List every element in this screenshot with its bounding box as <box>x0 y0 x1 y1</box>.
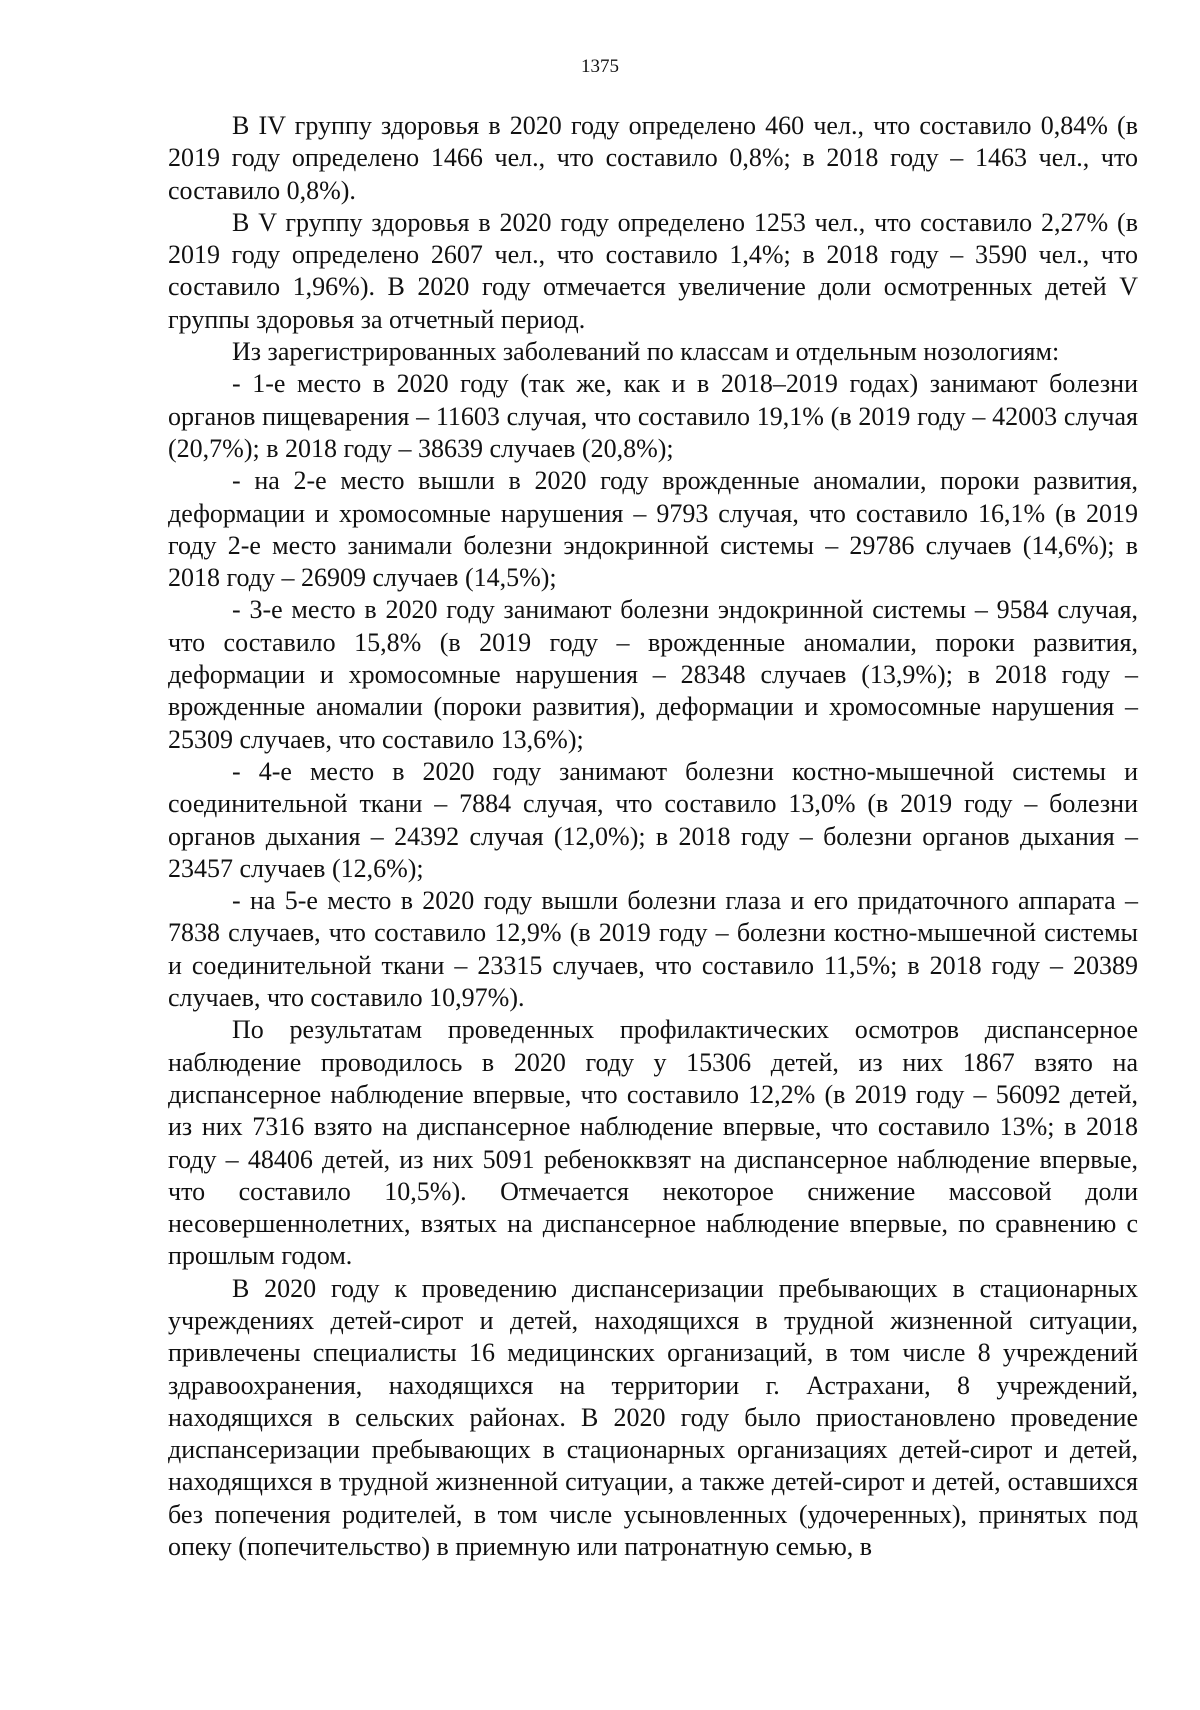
paragraph-orphan-dispensarization: В 2020 году к проведению диспансеризации пребывающих в стационарных учреждениях детей-сирот и детей, находящихся в трудной жизненной ситуации, привлечены специалисты 16 медицинских организаций, в том числе 8 учреждений здравоохранения, находящихся на территории г. Астрахани, 8 учреждений, находящихся в сельских районах. В 2020 году было приостановлено проведение диспансеризации пребывающих в стационарных организациях детей-сирот и детей, находящихся в трудной жизненной ситуации, а также детей-сирот и детей, оставшихся без попечения родителей, в том числе усыновленных (удочеренных), принятых под опеку (попечительство) в приемную или патронатную семью, в <box>168 1273 1138 1562</box>
list-item-rank-4: - 4-е место в 2020 году занимают болезни костно-мышечной системы и соединительной ткани – 7884 случая, что составило 13,0% (в 2019 году – болезни органов дыхания – 24392 случая (12,0%); в 2018 году – болезни органов дыхания – 23457 случаев (12,6%); <box>168 756 1138 883</box>
paragraph-health-group-5: В V группу здоровья в 2020 году определено 1253 чел., что составило 2,27% (в 2019 году определено 2607 чел., что составило 1,4%; в 2018 году – 3590 чел., что составило 1,96%). В 2020 году отмечается увеличение доли осмотренных детей V группы здоровья за отчетный период. <box>168 207 1138 334</box>
body-text <box>168 110 1138 1563</box>
list-item-rank-2: - на 2-е место вышли в 2020 году врожденные аномалии, пороки развития, деформации и хромосомные нарушения – 9793 случая, что составило 16,1% (в 2019 году 2-е место занимали болезни эндокринной системы – 29786 случаев (14,6%); в 2018 году – 26909 случаев (14,5%); <box>168 466 1138 593</box>
list-item-rank-3: - 3-е место в 2020 году занимают болезни эндокринной системы – 9584 случая, что составило 15,8% (в 2019 году – врожденные аномалии, пороки развития, деформации и хромосомные нарушения – 28348 случаев (13,9%); в 2018 году – врожденные аномалии (пороки развития), деформации и хромосомные нарушения – 25309 случаев, что составило 13,6%); <box>168 595 1138 754</box>
paragraph-dispensary-observation: По результатам проведенных профилактических осмотров диспансерное наблюдение проводилось в 2020 году у 15306 детей, из них 1867 взято на диспансерное наблюдение впервые, что составило 12,2% (в 2019 году – 56092 детей, из них 7316 взято на диспансерное наблюдение впервые, что составило 13%; в 2018 году – 48406 детей, из них 5091 ребенокквзят на диспансерное наблюдение впервые, что составило 10,5%). Отмечается некоторое снижение массовой доли несовершеннолетних, взятых на диспансерное наблюдение впервые, по сравнению с прошлым годом. <box>168 1015 1138 1271</box>
list-item-rank-5: - на 5-е место в 2020 году вышли болезни глаза и его придаточного аппарата – 7838 случаев, что составило 12,9% (в 2019 году – болезни костно-мышечной системы и соединительной ткани – 23315 случаев, что составило 11,5%; в 2018 году – 20389 случаев, что составило 10,97%). <box>168 886 1138 1013</box>
page-number: 1375 <box>581 56 619 77</box>
paragraph-health-group-4: В IV группу здоровья в 2020 году определено 460 чел., что составило 0,84% (в 2019 году определено 1466 чел., что составило 0,8%; в 2018 году – 1463 чел., что составило 0,8%). <box>168 111 1138 205</box>
list-item-rank-1: - 1-е место в 2020 году (так же, как и в 2018–2019 годах) занимают болезни органов пищеварения – 11603 случая, что составило 19,1% (в 2019 году – 42003 случая (20,7%); в 2018 году – 38639 случаев (20,8%); <box>168 369 1138 463</box>
paragraph-diseases-intro: Из зарегистрированных заболеваний по классам и отдельным нозологиям: <box>232 337 1060 367</box>
